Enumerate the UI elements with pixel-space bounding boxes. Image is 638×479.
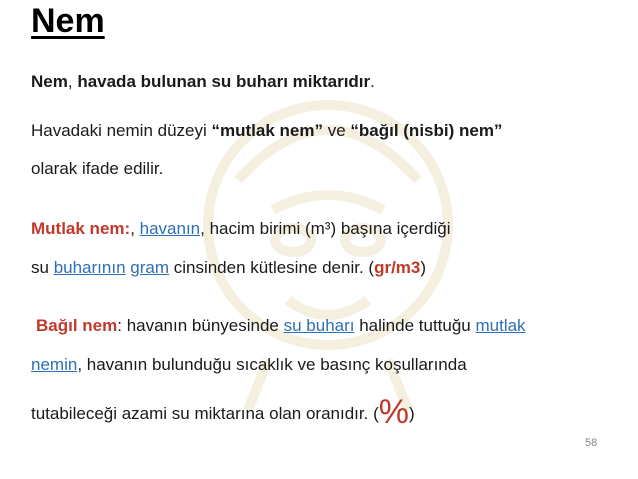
text-segment: ) <box>420 258 427 277</box>
text-segment: olarak ifade edilir. <box>31 159 164 178</box>
text-segment: halinde tuttuğu <box>354 316 476 335</box>
term-nem: Nem <box>31 72 68 91</box>
bagil-nem-line <box>36 316 526 336</box>
text-segment: Havadaki nemin düzeyi <box>31 121 212 140</box>
definition-line <box>31 72 375 92</box>
link-gram[interactable]: gram <box>130 258 169 277</box>
term-bagil-nem: “bağıl (nisbi) nem” <box>350 121 503 140</box>
definition-text: havada bulunan su buharı miktarıdır <box>77 72 371 91</box>
unit-gr-m3: gr/m3 <box>374 258 421 277</box>
mutlak-nem-line <box>31 258 426 278</box>
term-mutlak-nem: “mutlak nem” <box>211 121 323 140</box>
text-segment: , <box>130 219 140 238</box>
link-havanin[interactable]: havanın <box>139 219 201 238</box>
text-segment: , <box>67 72 78 91</box>
bagil-nem-line <box>31 393 415 431</box>
bagil-nem-line <box>31 355 467 375</box>
text-segment: tutabileceği azami su miktarına olan oranıdır. ( <box>31 404 379 423</box>
text-segment: , hacim birimi (m³) başına içerdiği <box>200 219 451 238</box>
link-buharinin[interactable]: buharının <box>53 258 126 277</box>
paragraph-line <box>31 121 502 141</box>
term-bagil-nem-heading: Bağıl nem <box>36 316 118 335</box>
mutlak-nem-line <box>31 219 450 239</box>
text-segment: . <box>370 72 375 91</box>
text-segment: su <box>31 258 54 277</box>
text-segment: , havanın bulunduğu sıcaklık ve basınç koşullarında <box>77 355 467 374</box>
percent-symbol: % <box>378 393 409 431</box>
link-nemin[interactable]: nemin <box>31 355 78 374</box>
text-segment: : havanın bünyesinde <box>117 316 284 335</box>
term-mutlak-nem-heading: Mutlak nem: <box>31 219 131 238</box>
slide-title: Nem <box>31 2 105 40</box>
link-su-buhari[interactable]: su buharı <box>283 316 355 335</box>
paragraph-line <box>31 159 163 179</box>
text-segment: ve <box>322 121 351 140</box>
text-segment: cinsinden kütlesine denir. ( <box>169 258 375 277</box>
text-segment: ) <box>408 404 415 423</box>
link-mutlak[interactable]: mutlak <box>475 316 526 335</box>
page-number: 58 <box>585 437 598 449</box>
